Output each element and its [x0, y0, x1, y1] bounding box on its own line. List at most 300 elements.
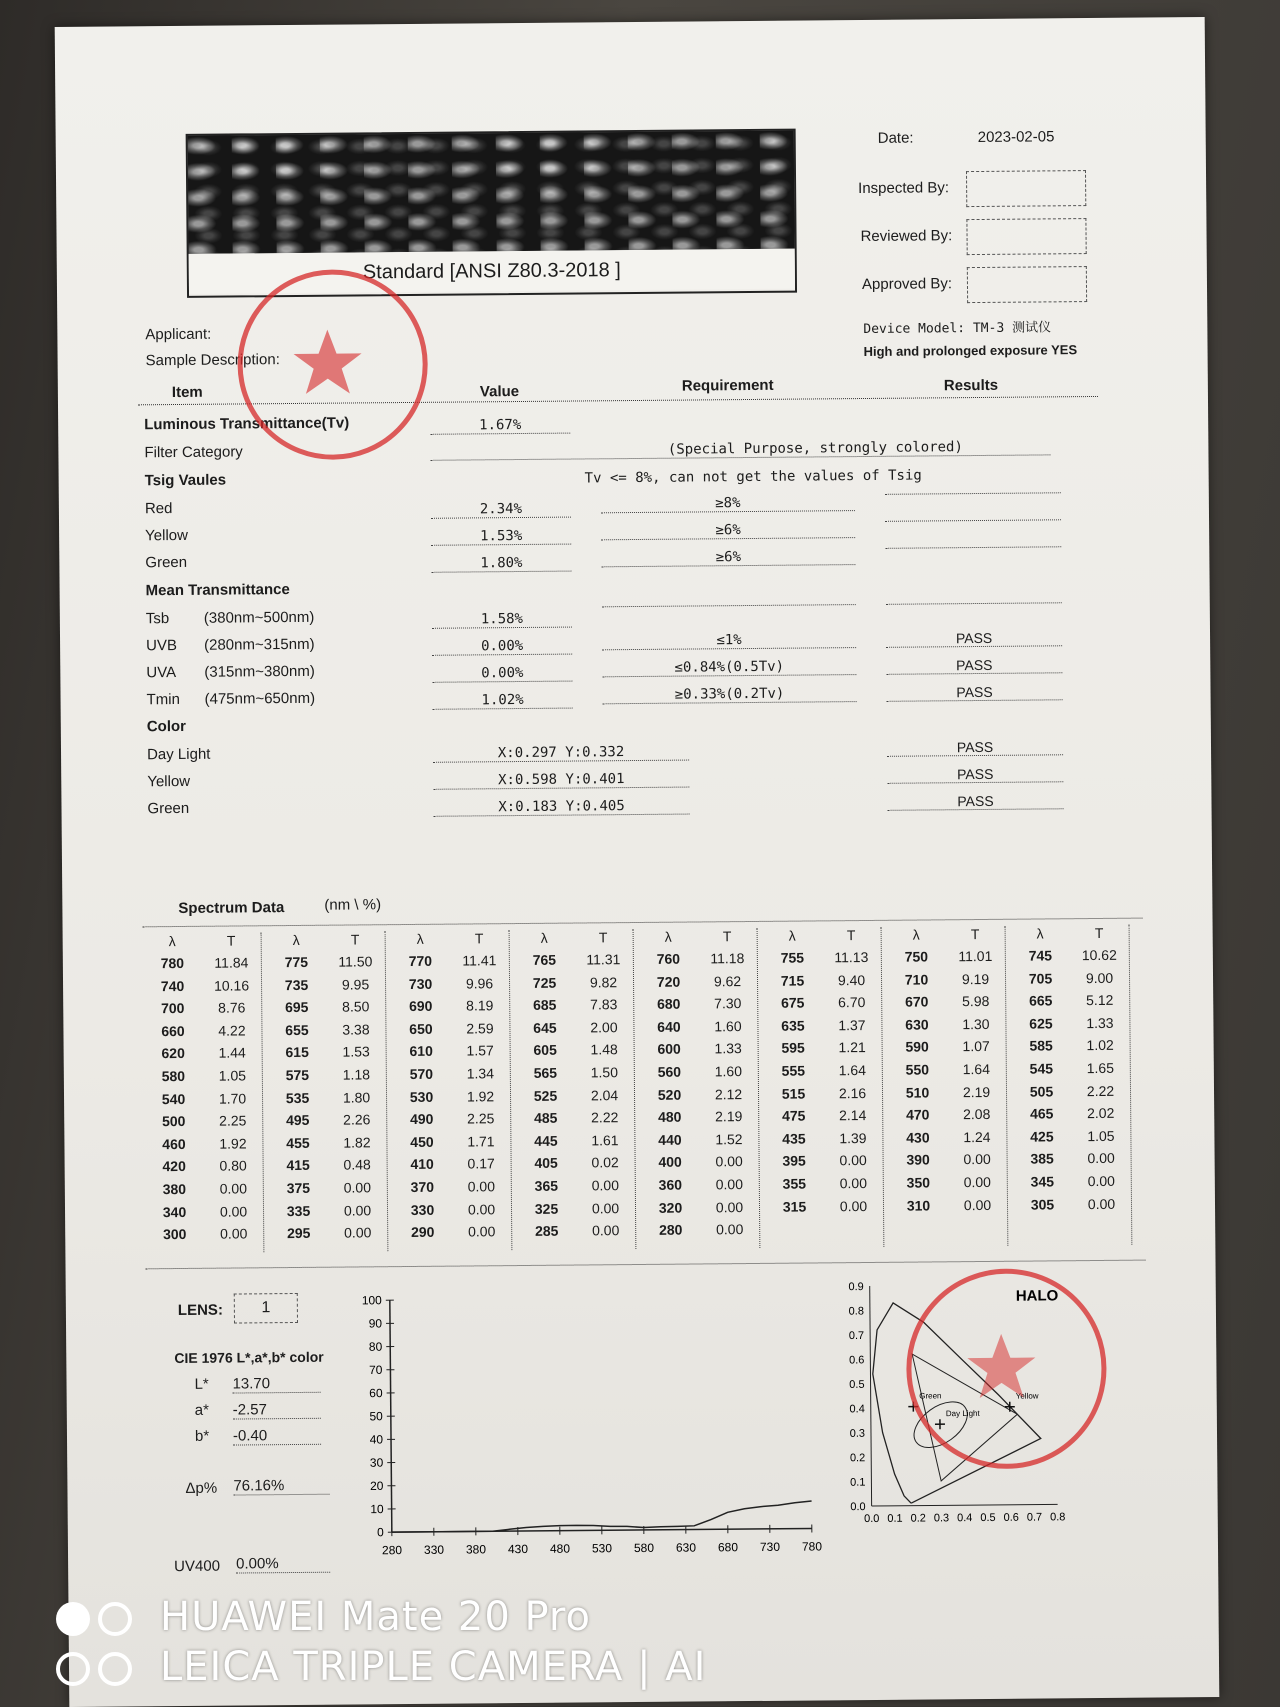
- spectrum-row: [267, 998, 385, 1022]
- luminous-label: Luminous Transmittance(Tv): [144, 414, 349, 433]
- spectrum-row: [515, 1019, 633, 1043]
- wavelength: 315: [765, 1198, 824, 1221]
- cie-y-tick-label: 0.9: [848, 1281, 863, 1293]
- transmittance: 0.00: [700, 1153, 759, 1176]
- spectrum-column: [391, 930, 513, 1251]
- spectrum-row: [269, 1179, 387, 1203]
- t-header: T: [1070, 925, 1129, 948]
- transmittance: 1.02: [1071, 1037, 1130, 1060]
- spectrum-row: [145, 1203, 263, 1227]
- reviewed-label: Reviewed By:: [860, 227, 952, 245]
- wavelength: 705: [1011, 970, 1070, 993]
- spectrum-row: [144, 1090, 262, 1114]
- spectrum-row: [517, 1222, 635, 1246]
- mean-row-req: ≤0.84%(0.5Tv): [602, 658, 856, 677]
- spectrum-row: [144, 1067, 262, 1091]
- tsig-row-value: 1.53%: [431, 528, 571, 546]
- wavelength: 310: [889, 1197, 948, 1220]
- wavelength: 385: [1013, 1151, 1072, 1174]
- spectrum-row: [516, 1109, 634, 1133]
- x-tick-label: 330: [424, 1543, 444, 1557]
- color-name: Green: [147, 800, 189, 817]
- transmittance: 0.00: [824, 1175, 883, 1198]
- wavelength: 615: [268, 1044, 327, 1067]
- wavelength: 280: [641, 1222, 700, 1245]
- wavelength: 645: [515, 1019, 574, 1042]
- y-tick-label: 70: [369, 1363, 383, 1377]
- spectrum-row: [515, 996, 633, 1020]
- spectrum-row: [764, 1107, 882, 1131]
- transmittance: 2.00: [574, 1019, 633, 1042]
- transmittance: 2.08: [947, 1106, 1006, 1129]
- wavelength: 390: [889, 1152, 948, 1175]
- mean-row-name: Tmin: [146, 691, 179, 708]
- spectrum-row: [764, 1084, 882, 1108]
- tsig-row-req: ≥6%: [601, 548, 855, 567]
- transmittance: 0.00: [824, 1152, 883, 1175]
- wavelength: 545: [1012, 1060, 1071, 1083]
- transmittance: 1.05: [203, 1067, 262, 1090]
- x-tick-label: 530: [592, 1541, 612, 1555]
- wavelength: 575: [268, 1067, 327, 1090]
- wavelength: 710: [887, 971, 946, 994]
- x-tick-label: 480: [550, 1542, 570, 1556]
- spectrum-row: [145, 1180, 263, 1204]
- transmittance: 0.00: [328, 1179, 387, 1202]
- wavelength: 690: [391, 998, 450, 1021]
- transmittance: 1.64: [947, 1061, 1006, 1084]
- wavelength: 325: [517, 1200, 576, 1223]
- color-result: PASS: [887, 738, 1063, 757]
- spectrum-row: [639, 973, 757, 997]
- wavelength: 655: [267, 1021, 326, 1044]
- divider: [146, 1260, 1146, 1270]
- spectrum-row: [391, 997, 509, 1021]
- x-tick-label: 780: [802, 1539, 822, 1553]
- lens-label: LENS:: [178, 1302, 223, 1319]
- transmittance: 11.18: [698, 950, 757, 973]
- wavelength: 490: [392, 1111, 451, 1134]
- filter-req: (Special Purpose, strongly colored): [430, 438, 1050, 460]
- wavelength: 450: [392, 1133, 451, 1156]
- tsig-note: Tv <= 8%, can not get the values of Tsig: [585, 468, 922, 487]
- wavelength: 285: [517, 1223, 576, 1246]
- y-tick-label: 30: [370, 1456, 384, 1470]
- inspected-box: [966, 170, 1086, 207]
- spectrum-row: [1011, 947, 1129, 971]
- wavelength: 495: [268, 1112, 327, 1135]
- col-requirement: Requirement: [682, 377, 774, 395]
- wavelength: 530: [392, 1088, 451, 1111]
- spectrum-row: [269, 1157, 387, 1181]
- x-tick-label: 680: [718, 1540, 738, 1554]
- spectrum-row: [888, 1129, 1006, 1153]
- wavelength: 605: [516, 1042, 575, 1065]
- wavelength: 300: [145, 1226, 204, 1249]
- col-value: Value: [480, 383, 519, 400]
- transmittance: 2.26: [327, 1111, 386, 1134]
- spectrum-row: [393, 1178, 511, 1202]
- wavelength: 410: [393, 1156, 452, 1179]
- transmittance: 1.07: [947, 1038, 1006, 1061]
- transmittance: 9.00: [1070, 969, 1129, 992]
- point-label: Yellow: [1016, 1391, 1039, 1400]
- transmittance: 10.62: [1070, 947, 1129, 970]
- spectrum-row: [765, 1197, 883, 1221]
- sample-label: Sample Description:: [146, 351, 280, 369]
- watermark-camera: LEICA TRIPLE CAMERA | AI: [160, 1644, 706, 1690]
- spectrum-row: [1011, 992, 1129, 1016]
- wavelength: 665: [1011, 992, 1070, 1015]
- x-tick-label: 580: [634, 1541, 654, 1555]
- transmittance: 9.40: [822, 971, 881, 994]
- transmittance: 1.60: [699, 1063, 758, 1086]
- mean-row-range: (380nm~500nm): [204, 609, 315, 627]
- y-tick-label: 10: [370, 1502, 384, 1516]
- mean-row-req: ≤1%: [602, 631, 856, 650]
- a-label: a*: [195, 1402, 209, 1419]
- color-result: PASS: [887, 792, 1063, 811]
- transmittance: 1.80: [327, 1089, 386, 1112]
- spectrum-row: [639, 1018, 757, 1042]
- transmittance: 1.50: [575, 1064, 634, 1087]
- spectrum-column: [515, 929, 637, 1250]
- spectrum-row: [640, 1040, 758, 1064]
- wavelength: 395: [765, 1153, 824, 1176]
- wavelength: 470: [888, 1106, 947, 1129]
- spectrum-row: [1013, 1195, 1131, 1219]
- wavelength: 640: [639, 1018, 698, 1041]
- wavelength: 355: [765, 1175, 824, 1198]
- transmittance: 11.31: [574, 951, 633, 974]
- wavelength: 370: [393, 1179, 452, 1202]
- spectrum-row: [268, 1111, 386, 1135]
- tsig-row-result: [885, 546, 1061, 549]
- transmittance: 1.70: [203, 1090, 262, 1113]
- transmittance: 0.00: [824, 1197, 883, 1220]
- spectrum-row: [641, 1221, 759, 1245]
- mean-label: Mean Transmittance: [146, 581, 290, 599]
- transmittance: 5.12: [1070, 992, 1129, 1015]
- wavelength: 320: [641, 1199, 700, 1222]
- transmittance: 11.50: [326, 953, 385, 976]
- wavelength: 430: [888, 1129, 947, 1152]
- tsig-row-req: ≥6%: [601, 521, 855, 540]
- transmittance: 0.00: [948, 1196, 1007, 1219]
- watermark-line1: [56, 1594, 591, 1640]
- spectrum-row: [391, 1020, 509, 1044]
- wavelength: 620: [144, 1045, 203, 1068]
- reviewed-box: [966, 218, 1086, 255]
- wavelength: 360: [641, 1176, 700, 1199]
- tsig-row-req: ≥8%: [601, 494, 855, 513]
- transmittance: 2.14: [823, 1107, 882, 1130]
- wavelength: 720: [639, 973, 698, 996]
- halo-logo: HALO: [1016, 1287, 1059, 1304]
- spectrum-column: [267, 931, 389, 1252]
- transmittance: 0.00: [452, 1201, 511, 1224]
- spectrum-col-header: [143, 932, 261, 955]
- company-stamp-top: [237, 269, 429, 461]
- spectrum-row: [267, 1021, 385, 1045]
- wavelength: 610: [392, 1043, 451, 1066]
- stone-image-overlay: [188, 131, 795, 254]
- lambda-header: λ: [267, 932, 326, 955]
- spectrum-row: [144, 1135, 262, 1159]
- lambda-header: λ: [143, 933, 202, 956]
- spectrum-row: [144, 1045, 262, 1069]
- spectrum-row: [640, 1108, 758, 1132]
- spectrum-row: [639, 950, 757, 974]
- spectrum-row: [517, 1177, 635, 1201]
- wavelength: 775: [267, 954, 326, 977]
- wavelength: 675: [763, 995, 822, 1018]
- spectrum-column: [143, 932, 265, 1253]
- wavelength: 460: [144, 1136, 203, 1159]
- wavelength: 765: [515, 952, 574, 975]
- wavelength: 585: [1012, 1038, 1071, 1061]
- transmittance: 1.21: [823, 1039, 882, 1062]
- lambda-header: λ: [515, 930, 574, 953]
- wavelength: 510: [888, 1084, 947, 1107]
- x-tick-label: 630: [676, 1541, 696, 1555]
- cie-x-tick-label: 0.5: [980, 1512, 995, 1524]
- mean-row-range: (280nm~315nm): [204, 636, 315, 654]
- lambda-header: λ: [1011, 925, 1070, 948]
- lens-dot-icon: [56, 1602, 90, 1636]
- wavelength: 635: [763, 1017, 822, 1040]
- b-label: b*: [195, 1428, 209, 1445]
- dp-label: Δp%: [185, 1480, 217, 1497]
- cie-x-tick-label: 0.1: [887, 1513, 902, 1525]
- tsig-row-name: Green: [145, 554, 187, 571]
- transmittance: 11.84: [202, 954, 261, 977]
- l-label: L*: [194, 1376, 208, 1393]
- lens-ring-icon-3: [98, 1652, 132, 1686]
- transmittance: 0.80: [204, 1158, 263, 1181]
- transmittance: 0.00: [576, 1177, 635, 1200]
- spectrum-row: [516, 1132, 634, 1156]
- wavelength: 435: [764, 1130, 823, 1153]
- spectrum-col-header: [1011, 925, 1129, 948]
- stamp-star-icon: [237, 269, 419, 451]
- mean-row-name: Tsb: [146, 610, 169, 627]
- transmittance: 1.37: [822, 1017, 881, 1040]
- cie-x-tick-label: 0.7: [1027, 1511, 1042, 1523]
- tsig-row-name: Red: [145, 500, 173, 517]
- transmittance: 0.00: [700, 1221, 759, 1244]
- transmittance: 11.41: [450, 952, 509, 975]
- spectrum-row: [268, 1089, 386, 1113]
- transmittance: 8.50: [326, 998, 385, 1021]
- mean-row-result: PASS: [886, 683, 1062, 702]
- transmittance: 0.00: [948, 1174, 1007, 1197]
- company-stamp-bottom: [906, 1268, 1108, 1470]
- transmittance: 8.76: [202, 999, 261, 1022]
- transmittance: 0.00: [576, 1222, 635, 1245]
- mean-row-result: PASS: [886, 629, 1062, 648]
- watermark-model: HUAWEI Mate 20 Pro: [160, 1594, 591, 1640]
- point-label: Green: [919, 1391, 941, 1400]
- cie-y-tick-label: 0.8: [849, 1305, 864, 1317]
- spectrum-title: Spectrum Data: [178, 899, 284, 917]
- transmittance: 4.22: [202, 1022, 261, 1045]
- transmittance: 0.00: [328, 1224, 387, 1247]
- spectrum-col-header: [515, 929, 633, 952]
- transmittance: 0.00: [1072, 1173, 1131, 1196]
- tsig-row-name: Yellow: [145, 527, 188, 544]
- spectrum-row: [765, 1175, 883, 1199]
- spectrum-row: [888, 1083, 1006, 1107]
- lens-ring-icon-2: [56, 1652, 90, 1686]
- wavelength: 305: [1013, 1196, 1072, 1219]
- transmittance: 1.65: [1071, 1060, 1130, 1083]
- wavelength: 420: [145, 1158, 204, 1181]
- spectrum-row: [516, 1041, 634, 1065]
- transmittance: 0.00: [700, 1176, 759, 1199]
- cie-y-axis: [870, 1286, 872, 1506]
- spectrum-row: [1012, 1060, 1130, 1084]
- wavelength: 685: [515, 997, 574, 1020]
- y-tick-label: 20: [370, 1479, 384, 1493]
- transmittance: 1.61: [575, 1132, 634, 1155]
- lambda-header: λ: [639, 928, 698, 951]
- t-header: T: [326, 931, 385, 954]
- spectrum-row: [1012, 1127, 1130, 1151]
- device-model: Device Model: TM-3 测试仪: [863, 316, 1051, 337]
- transmittance: 2.59: [450, 1020, 509, 1043]
- spectrum-row: [887, 948, 1005, 972]
- tsig-row-value: 1.80%: [431, 555, 571, 573]
- spectrum-row: [888, 1106, 1006, 1130]
- transmittance: 6.70: [822, 994, 881, 1017]
- transmittance: 3.38: [326, 1021, 385, 1044]
- transmittance: 1.30: [946, 1016, 1005, 1039]
- spectrum-row: [639, 995, 757, 1019]
- wavelength: 340: [145, 1203, 204, 1226]
- inspected-label: Inspected By:: [858, 179, 949, 197]
- spectrum-row: [764, 1062, 882, 1086]
- stamp-star-icon-2: [906, 1268, 1098, 1460]
- wavelength: 735: [267, 976, 326, 999]
- wavelength: 525: [516, 1087, 575, 1110]
- mean-row-name: UVA: [146, 664, 176, 681]
- cie-y-tick-label: 0.3: [850, 1428, 865, 1440]
- wavelength: 465: [1012, 1105, 1071, 1128]
- wavelength: 480: [640, 1109, 699, 1132]
- transmittance: 1.48: [575, 1041, 634, 1064]
- transmittance: 8.19: [450, 997, 509, 1020]
- spectrum-row: [143, 999, 261, 1023]
- t-header: T: [574, 929, 633, 952]
- wavelength: 680: [639, 996, 698, 1019]
- wavelength: 630: [887, 1016, 946, 1039]
- color-name: Day Light: [147, 746, 211, 764]
- spectrum-row: [268, 1044, 386, 1068]
- transmittance: 1.52: [699, 1131, 758, 1154]
- transmittance: 0.00: [948, 1151, 1007, 1174]
- wavelength: 425: [1012, 1128, 1071, 1151]
- spectrum-row: [887, 970, 1005, 994]
- wavelength: 570: [392, 1066, 451, 1089]
- report-sheet: [55, 17, 1220, 1707]
- spectrum-row: [763, 994, 881, 1018]
- wavelength: 445: [516, 1132, 575, 1155]
- transmittance-chart: [346, 1286, 828, 1570]
- spectrum-row: [515, 974, 633, 998]
- transmittance: 1.53: [327, 1044, 386, 1067]
- cie-x-tick-label: 0.0: [864, 1513, 879, 1525]
- tsig-row-result: [885, 519, 1061, 522]
- color-value: X:0.598 Y:0.401: [433, 771, 689, 790]
- wavelength: 725: [515, 974, 574, 997]
- t-header: T: [450, 930, 509, 953]
- wavelength: 365: [517, 1177, 576, 1200]
- col-item: Item: [172, 384, 203, 401]
- spectrum-column: [1011, 925, 1133, 1246]
- spectrum-row: [640, 1131, 758, 1155]
- transmittance: 9.19: [946, 970, 1005, 993]
- cie-label: CIE 1976 L*,a*,b* color: [174, 1349, 324, 1366]
- spectrum-row: [1011, 969, 1129, 993]
- cie-y-tick-label: 0.7: [849, 1330, 864, 1342]
- spectrum-row: [391, 975, 509, 999]
- approved-label: Approved By:: [862, 275, 952, 293]
- transmittance: 1.44: [203, 1045, 262, 1068]
- wavelength: 700: [143, 1000, 202, 1023]
- spectrum-row: [517, 1200, 635, 1224]
- tsig-row-value: 2.34%: [431, 501, 571, 519]
- wavelength: 375: [269, 1180, 328, 1203]
- transmittance: 2.25: [203, 1112, 262, 1135]
- wavelength: 755: [763, 949, 822, 972]
- wavelength: 540: [144, 1090, 203, 1113]
- wavelength: 555: [764, 1062, 823, 1085]
- transmittance: 1.24: [947, 1129, 1006, 1152]
- y-tick-label: 40: [370, 1432, 384, 1446]
- transmittance: 1.05: [1071, 1127, 1130, 1150]
- wavelength: 650: [391, 1020, 450, 1043]
- x-tick-label: 430: [508, 1542, 528, 1556]
- wavelength: 345: [1013, 1173, 1072, 1196]
- transmittance: 0.00: [204, 1180, 263, 1203]
- mean-row-value: 1.58%: [432, 611, 572, 629]
- x-tick-label: 380: [466, 1542, 486, 1556]
- wavelength: 475: [764, 1108, 823, 1131]
- transmittance: 0.02: [576, 1154, 635, 1177]
- spectrum-row: [269, 1202, 387, 1226]
- wavelength: 560: [640, 1063, 699, 1086]
- transmittance: 11.01: [946, 948, 1005, 971]
- spectrum-row: [393, 1155, 511, 1179]
- transmittance: 2.02: [1071, 1105, 1130, 1128]
- approved-box: [967, 266, 1087, 303]
- spectrum-row: [763, 949, 881, 973]
- x-tick-label: 730: [760, 1540, 780, 1554]
- transmittance: 0.00: [204, 1203, 263, 1226]
- spectrum-row: [764, 1039, 882, 1063]
- spectrum-col-header: [763, 927, 881, 950]
- mean-row-range: (315nm~380nm): [204, 663, 315, 681]
- wavelength: 780: [143, 955, 202, 978]
- point-label: Day Light: [946, 1409, 981, 1418]
- wavelength: 350: [889, 1174, 948, 1197]
- transmittance: 0.00: [204, 1225, 263, 1248]
- transmittance: 1.92: [203, 1135, 262, 1158]
- wavelength: 380: [145, 1181, 204, 1204]
- y-tick-label: 90: [369, 1316, 383, 1330]
- exposure-note: High and prolonged exposure YES: [863, 342, 1077, 359]
